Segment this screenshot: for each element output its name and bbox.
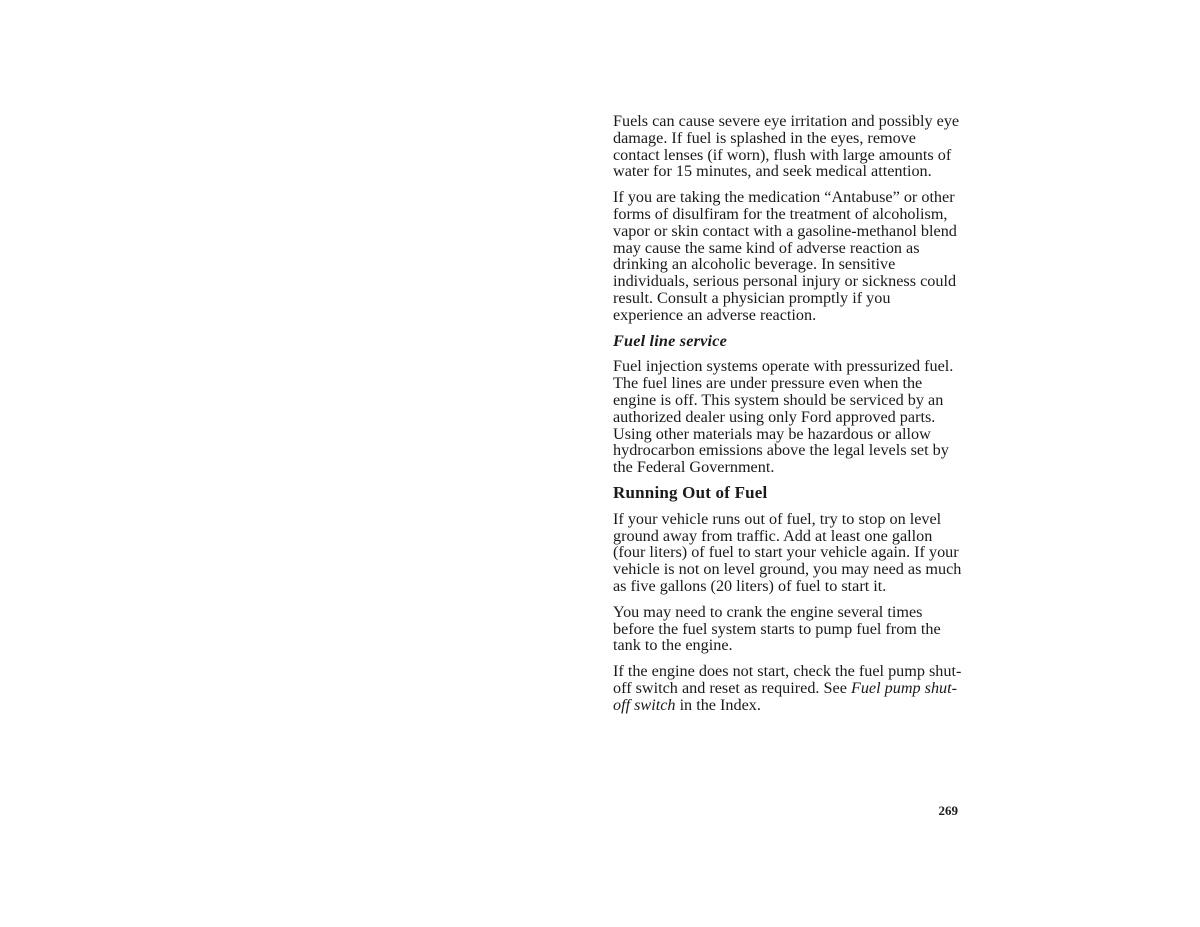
fuel-pump-switch-paragraph <box>613 663 963 713</box>
antabuse-warning-paragraph: If you are taking the medication “Antabuse” or other forms of disulfiram for the treatment of alcoholism, vapor or skin contact with a gasoline-methanol blend may cause the same kind of adverse reaction as drinking an alcoholic beverage. In sensitive individuals, serious personal injury or sickness could result. Consult a physician promptly if you experience an adverse reaction. <box>613 188 957 324</box>
fuel-pump-text-end: in the Index. <box>675 695 761 714</box>
crank-engine-paragraph: You may need to crank the engine several times before the fuel system starts to pump fuel from the tank to the engine. <box>613 602 941 655</box>
page-number: 269 <box>938 803 958 818</box>
fuel-pump-text-start: If the engine does not start, check the fuel pump shut-off switch and reset as required. See <box>613 662 962 697</box>
text-column <box>613 113 963 723</box>
fuel-line-service-heading: Fuel line service <box>613 331 727 350</box>
fuel-line-service-paragraph: Fuel injection systems operate with pressurized fuel. The fuel lines are under pressure even when the engine is off. This system should be serviced by an authorized dealer using only Ford approved parts. Using other materials may be hazardous or allow hydrocarbon emissions above the legal levels set by the Federal Government. <box>613 357 954 477</box>
running-out-of-fuel-heading: Running Out of Fuel <box>613 482 768 502</box>
fuel-pump-switch-reference: Fuel pump shut-off switch <box>613 678 958 714</box>
run-out-fuel-paragraph: If your vehicle runs out of fuel, try to stop on level ground away from traffic. Add at least one gallon (four liters) of fuel to start your vehicle again. If your vehicle is not on level ground, you may need as much as five gallons (20 liters) of fuel to start it. <box>613 509 962 595</box>
eye-irritation-paragraph: Fuels can cause severe eye irritation and possibly eye damage. If fuel is splashed in the eyes, remove contact lenses (if worn), flush with large amounts of water for 15 minutes, and seek medical attention. <box>613 112 960 181</box>
